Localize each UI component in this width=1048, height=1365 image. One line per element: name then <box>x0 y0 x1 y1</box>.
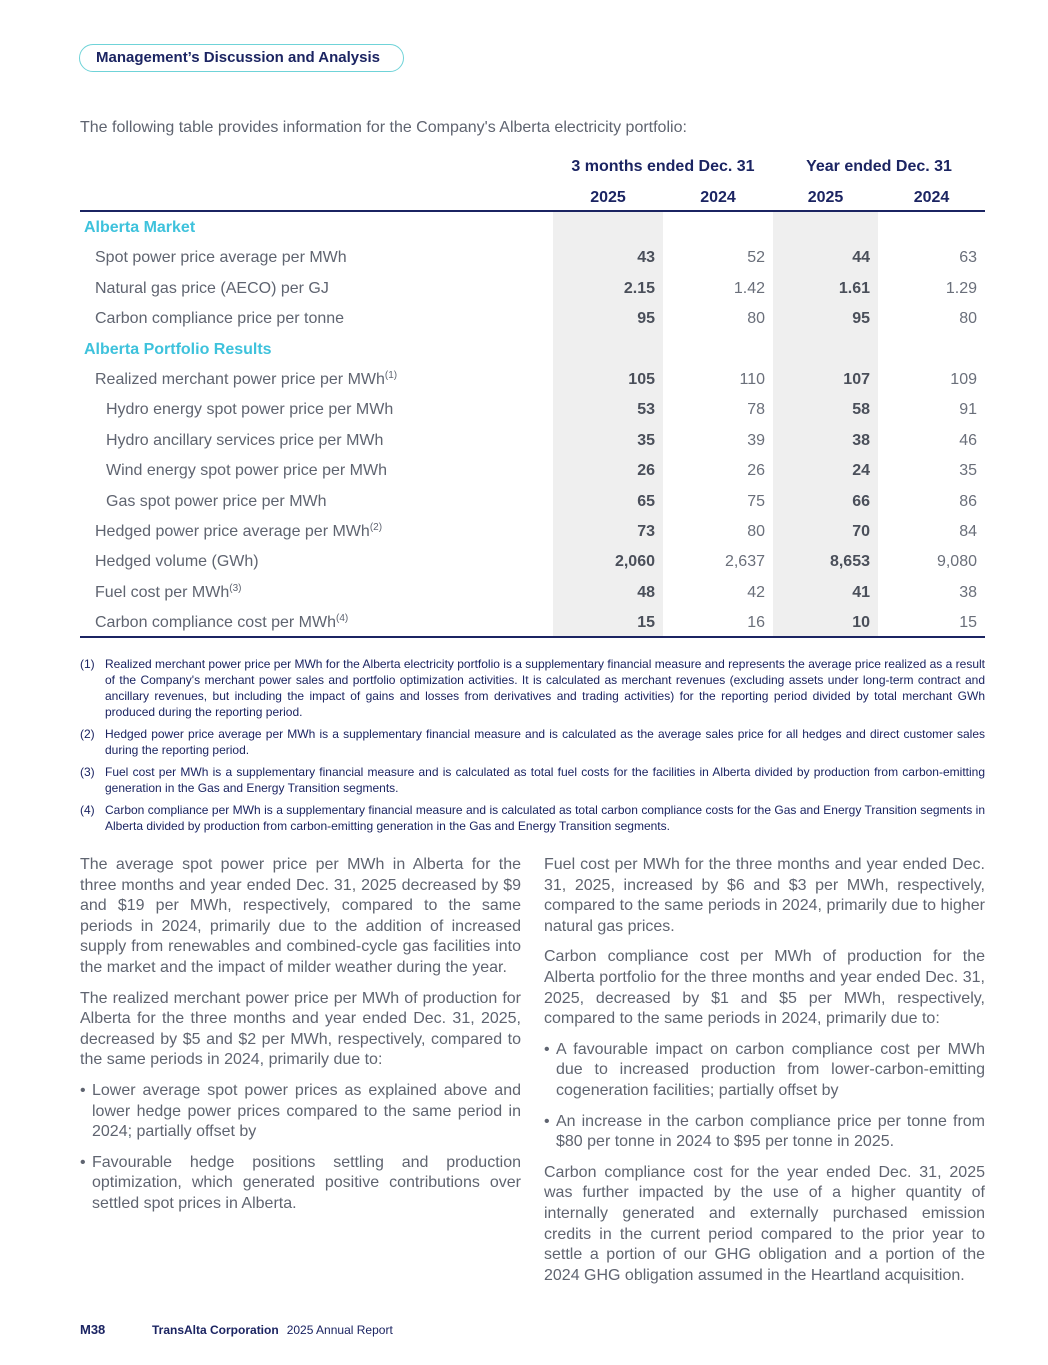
header-year-ended: Year ended Dec. 31 <box>806 158 952 175</box>
footnote: (1) Realized merchant power price per MWh for the Alberta electricity portfolio is a supplementary financial measure and represents the average price realized as a result of the Company's merchant power sales and portfolio optimization activities. It is calculated as merchant revenues (excluding assets under long-term contract and ancillary revenues, but including the impact of gains and losses from derivatives and trading activities) for the reporting period divided by total merchant GWh produced during the reporting period. <box>80 657 985 719</box>
cell-value: 78 <box>747 401 765 419</box>
section-tag: Management’s Discussion and Analysis <box>79 44 404 72</box>
cell-value: 1.61 <box>838 279 870 297</box>
footnote: (4) Carbon compliance per MWh is a supplementary financial measure and is calculated as total carbon compliance costs for the Gas and Energy Transition segments in Alberta divided by production from carbon-emitting generation in the Gas and Energy Transition segments. <box>80 803 985 833</box>
table-row <box>80 243 985 273</box>
cell-value: 1.29 <box>945 279 977 297</box>
header-year-ye-2024: 2024 <box>913 189 950 206</box>
left-column <box>80 855 521 1225</box>
list-item: • Favourable hedge positions settling and production optimization, which generated positive contributions over settled spot prices in Alberta. <box>80 1153 521 1212</box>
table-section-row <box>80 335 985 365</box>
header-3-months: 3 months ended Dec. 31 <box>571 158 755 175</box>
paragraph-carbon-year: Carbon compliance cost for the year ended Dec. 31, 2025 was further impacted by the use of a higher quantity of internally generated and externally purchased emission credits in the current period compared to the prior year to settle a portion of our GHG obligation and a portion of the 2024 GHG obligation assumed in the Heartland acquisition. <box>544 1163 985 1284</box>
table-row <box>80 426 985 456</box>
cell-value: 41 <box>852 583 870 601</box>
table-row <box>80 304 985 334</box>
cell-value: 26 <box>747 462 765 480</box>
header-year-ye-2025: 2025 <box>807 189 844 206</box>
table-top-rule <box>80 210 985 212</box>
row-label: Carbon compliance price per tonne <box>95 310 345 328</box>
cell-value: 95 <box>852 310 870 328</box>
paragraph-fuel-cost: Fuel cost per MWh for the three months and year ended Dec. 31, 2025, increased by $6 and $3 per MWh, respectively, compared to the same periods in 2024, primarily due to higher natural gas prices. <box>544 856 985 935</box>
table-row <box>80 547 985 577</box>
row-label: Realized merchant power price per MWh$^{(1)}$ <box>95 370 398 388</box>
cell-value: 42 <box>747 583 765 601</box>
cell-value: 43 <box>637 249 655 267</box>
cell-value: 2.15 <box>623 279 655 297</box>
table-row <box>80 456 985 486</box>
right-column <box>544 855 985 1296</box>
cell-value: 24 <box>852 462 870 480</box>
cell-value: 46 <box>959 431 977 449</box>
header-year-3m-2025: 2025 <box>590 189 626 206</box>
table-row <box>80 608 985 638</box>
row-label: Alberta Market <box>84 219 196 236</box>
table-section-row <box>80 213 985 243</box>
row-label: Wind energy spot power price per MWh <box>106 462 387 480</box>
row-label: Fuel cost per MWh$^{(3)}$ <box>95 582 242 601</box>
table-row <box>80 395 985 425</box>
footnotes <box>80 656 985 840</box>
row-label: Hedged power price average per MWh$^{(2)}$ <box>95 522 383 540</box>
cell-value: 1.42 <box>733 279 765 297</box>
cell-value: 86 <box>959 492 977 510</box>
cell-value: 91 <box>959 401 977 419</box>
cell-value: 16 <box>747 614 765 632</box>
table-row <box>80 517 985 547</box>
cell-value: 39 <box>747 431 765 449</box>
cell-value: 84 <box>959 523 977 540</box>
table-row <box>80 365 985 395</box>
footnote: (2) Hedged power price average per MWh is a supplementary financial measure and is calculated as the average sales price for all hedges and direct customer sales during the reporting period. <box>80 727 985 757</box>
cell-value: 9,080 <box>936 553 977 571</box>
row-label: Alberta Portfolio Results <box>84 340 272 358</box>
cell-value: 63 <box>959 249 977 267</box>
row-label: Natural gas price (AECO) per GJ <box>95 279 329 297</box>
cell-value: 52 <box>747 249 765 267</box>
row-label: Hydro ancillary services price per MWh <box>106 431 384 449</box>
row-label: Carbon compliance cost per MWh$^{(4)}$ <box>95 613 349 632</box>
footnote: (3) Fuel cost per MWh is a supplementary financial measure and is calculated as total fuel costs for the facilities in Alberta divided by production from carbon-emitting generation in the Gas and Energy Transition segments. <box>80 765 985 795</box>
cell-value: 75 <box>747 492 765 510</box>
page-footer <box>80 1322 393 1337</box>
table-row <box>80 487 985 517</box>
page-number: M38 <box>80 1322 106 1337</box>
row-label: Hydro energy spot power price per MWh <box>106 401 394 419</box>
company-name: TransAlta Corporation <box>152 1323 279 1337</box>
cell-value: 38 <box>852 431 870 449</box>
table-bottom-rule <box>80 636 985 638</box>
paragraph-carbon-cost: Carbon compliance cost per MWh of production for the Alberta portfolio for the three months and year ended Dec. 31, 2025, decreased by $1 and $5 per MWh, respectively, compared to the same periods in 2024, primarily due to: <box>544 948 985 1028</box>
list-item: • Lower average spot power prices as explained above and lower hedge power prices compared to the same period in 2024; partially offset by <box>80 1081 521 1141</box>
list-item: • A favourable impact on carbon compliance cost per MWh due to increased production from lower-carbon-emitting cogeneration facilities; partially offset by <box>544 1040 985 1099</box>
cell-value: 80 <box>747 310 765 328</box>
cell-value: 73 <box>637 523 655 540</box>
cell-value: 48 <box>637 583 655 601</box>
cell-value: 109 <box>950 371 977 388</box>
cell-value: 38 <box>959 583 977 601</box>
cell-value: 10 <box>852 614 870 632</box>
cell-value: 58 <box>852 401 870 419</box>
cell-value: 95 <box>637 310 655 328</box>
cell-value: 2,637 <box>724 553 765 571</box>
row-label: Hedged volume (GWh) <box>95 553 259 571</box>
paragraph-realized-price: The realized merchant power price per MWh of production for Alberta for the three months and year ended Dec. 31, 2025, decreased by $5 and $2 per MWh, respectively, compared to the same periods in 2024, primarily due to: <box>80 989 521 1069</box>
cell-value: 66 <box>852 492 870 510</box>
cell-value: 107 <box>843 371 870 388</box>
header-year-3m-2024: 2024 <box>700 189 736 206</box>
cell-value: 70 <box>852 523 870 540</box>
cell-value: 35 <box>959 462 977 480</box>
cell-value: 8,653 <box>829 553 870 571</box>
cell-value: 44 <box>852 249 870 267</box>
cell-value: 105 <box>628 371 655 388</box>
cell-value: 26 <box>637 462 655 480</box>
cell-value: 65 <box>637 492 655 510</box>
cell-value: 80 <box>959 310 977 328</box>
list-item: • An increase in the carbon compliance price per tonne from $80 per tonne in 2024 to $95 per tonne in 2025. <box>544 1112 985 1151</box>
cell-value: 15 <box>959 614 977 632</box>
cell-value: 53 <box>637 401 655 419</box>
cell-value: 110 <box>739 371 765 388</box>
cell-value: 35 <box>637 431 655 449</box>
cell-value: 15 <box>637 614 655 632</box>
cell-value: 80 <box>747 523 765 540</box>
cell-value: 2,060 <box>614 553 655 571</box>
table-row <box>80 578 985 608</box>
intro-text: The following table provides information for the Company's Alberta electricity portfolio: <box>80 119 687 136</box>
paragraph-spot-price: The average spot power price per MWh in Alberta for the three months and year ended Dec. 31, 2025 decreased by $9 and $19 per MWh, respectively, compared to the same periods in 2024, primarily due to the addition of increased supply from renewables and combined-cycle gas facilities into the market and the impact of milder weather during the year. <box>80 856 521 976</box>
row-label: Gas spot power price per MWh <box>106 492 327 510</box>
row-label: Spot power price average per MWh <box>95 249 347 267</box>
table-row <box>80 274 985 304</box>
report-name: 2025 Annual Report <box>286 1323 393 1337</box>
